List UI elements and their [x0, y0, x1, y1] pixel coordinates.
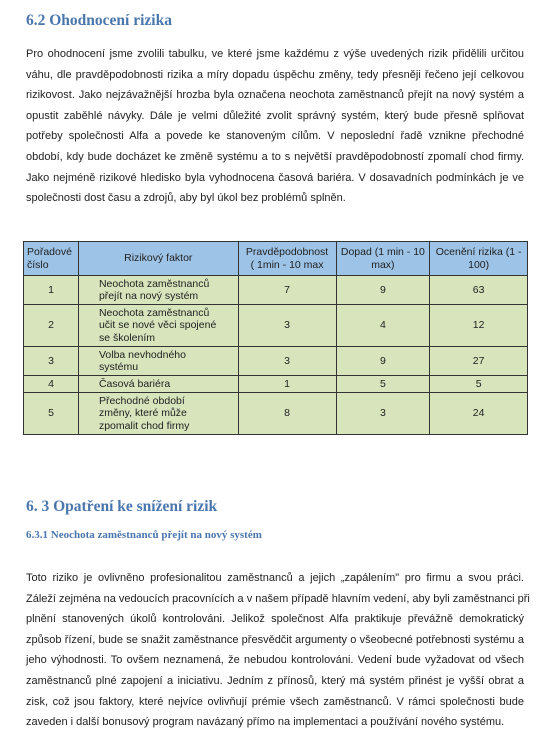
table-row — [24, 305, 528, 347]
header-factor: Rizikový faktor — [78, 242, 238, 276]
risk-table — [23, 241, 528, 435]
cell-factor: Časová bariéra — [78, 376, 238, 393]
cell-factor: Neochota zaměstnanců učit se nové věci spojené se školením — [78, 305, 238, 347]
cell-rating: 27 — [430, 347, 528, 376]
table-row — [24, 276, 528, 305]
cell-order: 4 — [24, 376, 79, 393]
risk-assessment-paragraph — [26, 44, 524, 209]
cell-impact: 4 — [336, 305, 430, 347]
header-rating: Ocenění rizika (1 - 100) — [430, 242, 528, 276]
paragraph-line: zaměstnanců plné zapojení a iniciativu. Jedním z přínosů, který má systém přinést je vyšší obrat a — [26, 674, 524, 687]
table-header-row — [24, 242, 528, 276]
cell-impact: 9 — [336, 276, 430, 305]
cell-probability: 1 — [238, 376, 336, 393]
paragraph-line: Pro ohodnocení jsme zvolili tabulku, ve které jsme každému z výše uvedených rizik přidělili určitou — [26, 48, 524, 60]
subsection-title: 6.3.1 Neochota zaměstnanců přejít na nový systém — [26, 529, 262, 541]
paragraph-line: opustit zaběhlé návyky. Dále je velmi důležité zvolit správný systém, který bude přesně splňovat — [26, 109, 524, 122]
cell-rating: 12 — [430, 305, 528, 347]
cell-order: 3 — [24, 347, 79, 376]
section-title-risk-measures: 6. 3 Opatření ke snížení rizik — [26, 498, 218, 515]
paragraph-line: váhu, dle pravděpodobnosti rizika a míry dopadu úspěchu změny, tedy přesněji řečeno její celkovou — [26, 68, 524, 81]
paragraph-line: plnění stanovených úkolů kontrolováni. Jelikož společnost Alfa praktikuje převážně demokratický — [26, 613, 524, 626]
cell-probability: 8 — [238, 393, 336, 435]
header-impact: Dopad (1 min - 10 max) — [336, 242, 430, 276]
table-row — [24, 347, 528, 376]
paragraph-line: Jako nejméně rizikové hledisko byla vyhodnocena časová bariéra. V dosavadních podmínkách je ve — [26, 171, 524, 184]
risk-measures-paragraph — [26, 568, 530, 733]
header-order: Pořadové číslo — [24, 242, 79, 276]
cell-rating: 24 — [430, 393, 528, 435]
paragraph-line: jeho výhodnosti. To ovšem neznamená, že nebudou kontrolováni. Vedení bude vyžadovat od všech — [26, 654, 524, 667]
paragraph-line: rizikovost. Jako nejzávažnější hrozba byla označena neochota zaměstnanců přejít na nový systém a — [26, 89, 524, 102]
header-probability: Pravděpodobnost ( 1min - 10 max — [238, 242, 336, 276]
cell-factor: Neochota zaměstnanců přejít na nový systém — [78, 276, 238, 305]
paragraph-line: způsob řízení, bude se snažit zaměstnance přesvědčit argumenty o všeobecné potřebnosti systému a — [26, 633, 524, 646]
cell-probability: 3 — [238, 347, 336, 376]
paragraph-line: společnosti dost času a zdrojů, aby byl úkol bez problémů splněn. — [26, 192, 346, 205]
paragraph-line: období, kdy bude docházet ke změně systému a to s největší pravděpodobností zpomalí chod firmy. — [26, 150, 524, 163]
cell-factor: Přechodné období změny, které může zpomalit chod firmy — [78, 393, 238, 435]
table-row — [24, 393, 528, 435]
cell-impact: 9 — [336, 347, 430, 376]
paragraph-line: zisk, což jsou faktory, které nejvíce ovlivňují prémie všech zaměstnanců. V rámci společnosti bude — [26, 695, 524, 708]
cell-probability: 3 — [238, 305, 336, 347]
cell-order: 2 — [24, 305, 79, 347]
cell-factor: Volba nevhodného systému — [78, 347, 238, 376]
cell-impact: 3 — [336, 393, 430, 435]
paragraph-line: Záleží zejména na vedoucích pracovnících a v našem případě hlavním vedení, aby byli zaměstnanci při — [26, 592, 530, 605]
paragraph-line: zaveden i další bonusový program navázaný přímo na implementaci a používání nového systému. — [26, 716, 505, 729]
cell-rating: 5 — [430, 376, 528, 393]
section-title-risk-assessment: 6.2 Ohodnocení rizika — [26, 12, 172, 29]
cell-impact: 5 — [336, 376, 430, 393]
cell-rating: 63 — [430, 276, 528, 305]
cell-order: 5 — [24, 393, 79, 435]
paragraph-line: potřeby společnosti Alfa a povede ke stanoveným cílům. V neposlední řadě vznikne přechodné — [26, 130, 524, 143]
table-row — [24, 376, 528, 393]
cell-order: 1 — [24, 276, 79, 305]
paragraph-line: Toto riziko je ovlivněno profesionalitou zaměstnanců a jejich „zapálením" pro firmu a svou práci. — [26, 572, 524, 584]
cell-probability: 7 — [238, 276, 336, 305]
